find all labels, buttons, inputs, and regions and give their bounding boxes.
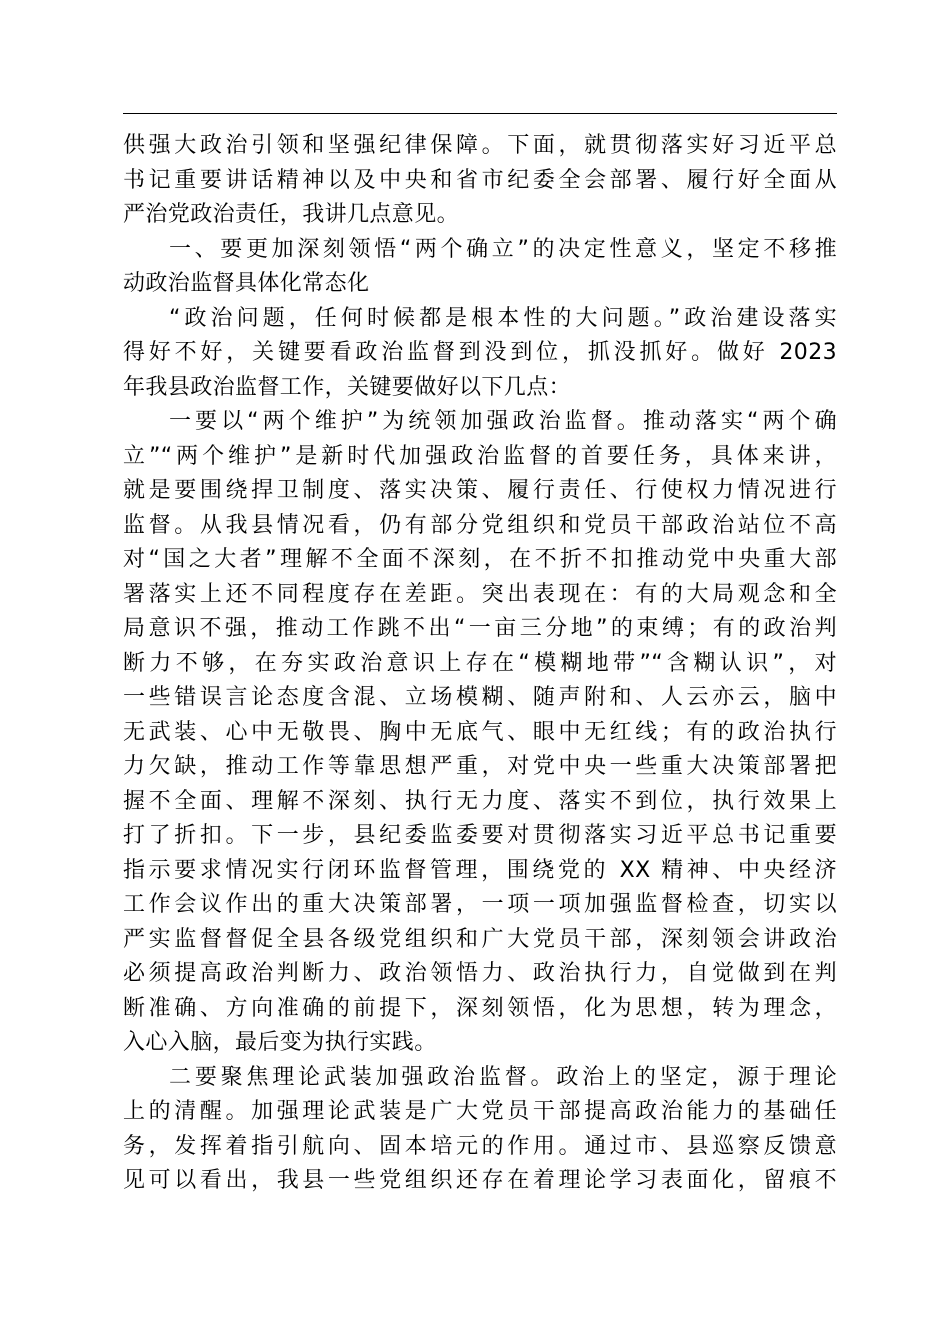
document-body	[123, 129, 837, 1199]
text-line: 年我县政治监督工作，关键要做好以下几点：	[123, 374, 572, 400]
text-line: 力欠缺，推动工作等靠思想严重，对党中央一些重大决策部署把	[123, 754, 837, 779]
text-line: 严实监督督促全县各级党组织和广大党员干部，深刻领会讲政治	[123, 926, 837, 952]
text-line: 一些错误言论态度含混、立场模糊、随声附和、人云亦云，脑中	[123, 685, 837, 710]
text-line: 必须提高政治判断力、政治领悟力、政治执行力，自觉做到在判	[123, 961, 837, 986]
text-line: 无武装、心中无敬畏、胸中无底气、眼中无红线；有的政治执行	[123, 719, 837, 745]
text-line: 署落实上还不同程度存在差距。突出表现在：有的大局观念和全	[123, 581, 837, 607]
text-line: 握不全面、理解不深刻、执行无力度、落实不到位，执行效果上	[123, 788, 837, 814]
text-line: 动政治监督具体化常态化	[123, 271, 370, 296]
paragraph-first-line: 二要聚焦理论武装加强政治监督。政治上的坚定，源于理论	[169, 1064, 837, 1090]
text-line: 监督。从我县情况看，仍有部分党组织和党员干部政治站位不高	[123, 512, 837, 538]
text-line: 严治党政治责任，我讲几点意见。	[123, 202, 460, 227]
paragraph-first-line: 一要以“两个维护”为统领加强政治监督。推动落实“两个确	[169, 409, 837, 434]
text-line: 见可以看出，我县一些党组织还存在着理论学习表面化，留痕不	[123, 1168, 837, 1193]
paragraph-first-line: “政治问题，任何时候都是根本性的大问题。”政治建设落实	[169, 305, 837, 331]
text-line: 工作会议作出的重大决策部署，一项一项加强监督检查，切实以	[123, 892, 837, 917]
text-line: 局意识不强，推动工作跳不出“一亩三分地”的束缚；有的政治判	[123, 616, 837, 641]
text-line: 上的清醒。加强理论武装是广大党员干部提高政治能力的基础任	[123, 1099, 837, 1124]
header-rule	[123, 113, 837, 114]
text-line: 务，发挥着指引航向、固本培元的作用。通过市、县巡察反馈意	[123, 1133, 837, 1159]
text-line: 对“国之大者”理解不全面不深刻，在不折不扣推动党中央重大部	[123, 547, 837, 572]
text-line: 指示要求情况实行闭环监督管理，围绕党的 XX 精神、中央经济	[123, 857, 837, 883]
text-line: 断准确、方向准确的前提下，深刻领悟，化为思想，转为理念，	[123, 995, 837, 1021]
text-line: 书记重要讲话精神以及中央和省市纪委全会部署、履行好全面从	[123, 167, 837, 193]
text-line: 立”“两个维护”是新时代加强政治监督的首要任务，具体来讲，	[123, 443, 837, 469]
text-line: 入心入脑，最后变为执行实践。	[123, 1030, 437, 1055]
text-line: 就是要围绕捍卫制度、落实决策、履行责任、行使权力情况进行	[123, 478, 837, 503]
text-line: 断力不够，在夯实政治意识上存在“模糊地带”“含糊认识”，对	[123, 650, 837, 676]
text-line: 打了折扣。下一步，县纪委监委要对贯彻落实习近平总书记重要	[123, 823, 837, 848]
text-line: 供强大政治引领和坚强纪律保障。下面，就贯彻落实好习近平总	[123, 133, 837, 158]
text-line: 得好不好，关键要看政治监督到没到位，抓没抓好。做好 2023	[123, 340, 837, 365]
paragraph-first-line: 一、要更加深刻领悟“两个确立”的决定性意义，坚定不移推	[169, 236, 837, 262]
